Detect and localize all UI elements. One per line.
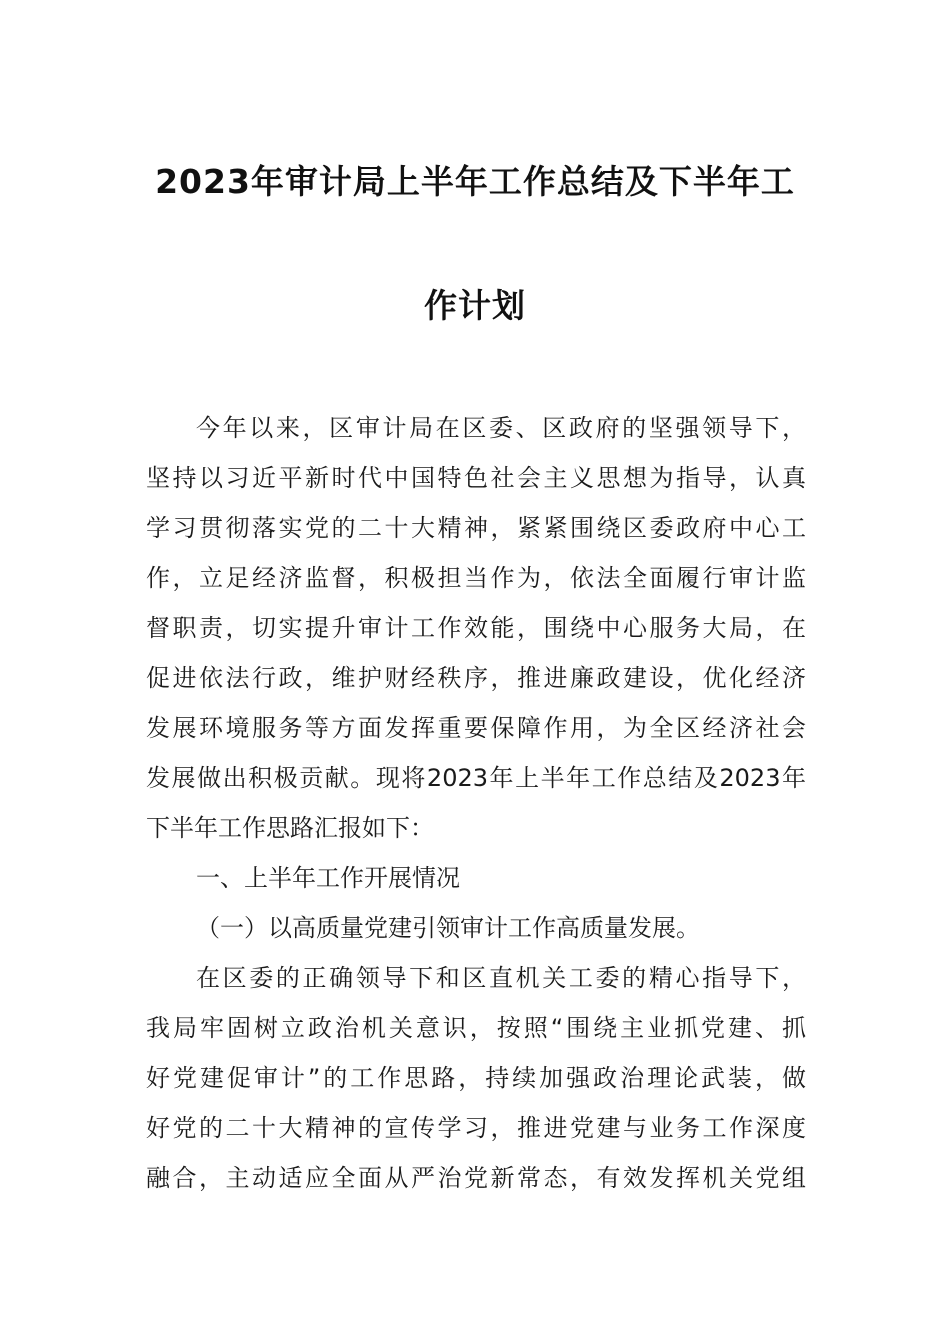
document-title-line-1: 2023年审计局上半年工作总结及下半年工 [155, 162, 795, 201]
subsection-heading: （一）以高质量党建引领审计工作高质量发展。 [196, 914, 700, 942]
paragraph-line: 好党的二十大精神的宣传学习，推进党建与业务工作深度 [146, 1114, 806, 1142]
intro-line: 坚持以习近平新时代中国特色社会主义思想为指导，认真 [146, 464, 806, 492]
intro-line: 发展做出积极贡献。现将2023年上半年工作总结及2023年 [146, 764, 806, 792]
intro-line: 作，立足经济监督，积极担当作为，依法全面履行审计监 [146, 564, 806, 592]
paragraph-line: 在区委的正确领导下和区直机关工委的精心指导下， [196, 964, 806, 992]
intro-line: 督职责，切实提升审计工作效能，围绕中心服务大局，在 [146, 614, 806, 642]
intro-line: 发展环境服务等方面发挥重要保障作用，为全区经济社会 [146, 714, 806, 742]
paragraph-line: 融合，主动适应全面从严治党新常态，有效发挥机关党组 [146, 1164, 806, 1192]
intro-line: 促进依法行政，维护财经秩序，推进廉政建设，优化经济 [146, 664, 806, 692]
paragraph-line: 我局牢固树立政治机关意识，按照“围绕主业抓党建、抓 [146, 1014, 806, 1042]
intro-line: 学习贯彻落实党的二十大精神，紧紧围绕区委政府中心工 [146, 514, 806, 542]
intro-line: 下半年工作思路汇报如下： [146, 814, 434, 842]
paragraph-line: 好党建促审计”的工作思路，持续加强政治理论武装，做 [146, 1064, 806, 1092]
document-title-line-2: 作计划 [424, 286, 526, 325]
section-heading: 一、上半年工作开展情况 [196, 864, 460, 892]
intro-line: 今年以来，区审计局在区委、区政府的坚强领导下， [196, 414, 806, 442]
